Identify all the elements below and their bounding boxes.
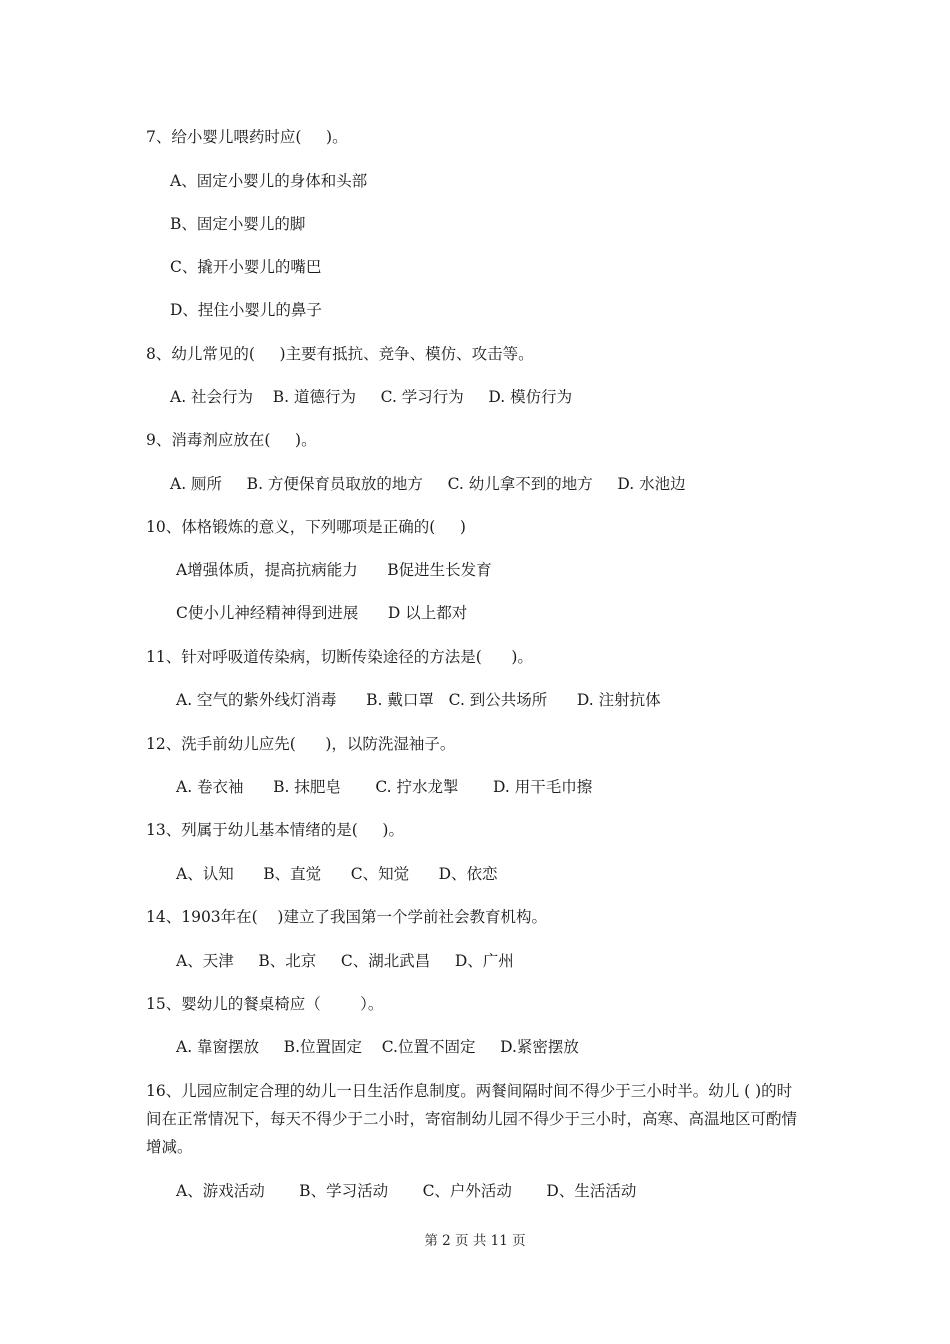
page-footer: 第 2 页 共 11 页 (424, 1233, 526, 1249)
question-12: 12、洗手前幼儿应先( )，以防洗湿袖子。 (146, 735, 456, 753)
options-14: A、天津 B、北京 C、湖北武昌 D、广州 (176, 952, 514, 970)
question-14: 14、1903年在( )建立了我国第一个学前社会教育机构。 (146, 908, 547, 926)
options-13: A、认知 B、直觉 C、知觉 D、依恋 (176, 865, 498, 883)
option-7b: B、固定小婴儿的脚 (170, 215, 306, 233)
option-7a: A、固定小婴儿的身体和头部 (170, 172, 368, 190)
options-10-line1: A增强体质，提高抗病能力 B促进生长发育 (176, 561, 492, 579)
options-9: A. 厕所 B. 方便保育员取放的地方 C. 幼儿拿不到的地方 D. 水池边 (170, 475, 686, 493)
question-13: 13、列属于幼儿基本情绪的是( )。 (146, 821, 404, 839)
option-7c: C、撬开小婴儿的嘴巴 (170, 258, 322, 276)
question-15: 15、婴幼儿的餐桌椅应（ ）。 (146, 995, 384, 1013)
options-15: A. 靠窗摆放 B.位置固定 C.位置不固定 D.紧密摆放 (176, 1038, 579, 1056)
options-8: A. 社会行为 B. 道德行为 C. 学习行为 D. 模仿行为 (170, 388, 573, 406)
options-10-line2: C使小儿神经精神得到进展 D 以上都对 (176, 604, 468, 622)
question-11: 11、针对呼吸道传染病，切断传染途径的方法是( )。 (146, 648, 533, 666)
options-12: A. 卷衣袖 B. 抹肥皂 C. 拧水龙掣 D. 用干毛巾擦 (176, 778, 593, 796)
option-7d: D、捏住小婴儿的鼻子 (170, 301, 322, 319)
question-7: 7、给小婴儿喂药时应( )。 (146, 128, 348, 146)
options-11: A. 空气的紫外线灯消毒 B. 戴口罩 C. 到公共场所 D. 注射抗体 (176, 691, 661, 709)
question-8: 8、幼儿常见的( )主要有抵抗、竞争、模仿、攻击等。 (146, 345, 534, 363)
question-16: 16、儿园应制定合理的幼儿一日生活作息制度。两餐间隔时间不得少于三小时半。幼儿 ( )的时间在正常情况下，每天不得少于二小时，寄宿制幼儿园不得少于三小时，高寒、高温地区可酌情增减。 (146, 1082, 798, 1156)
question-10: 10、体格锻炼的意义，下列哪项是正确的( ) (146, 518, 466, 536)
options-16: A、游戏活动 B、学习活动 C、户外活动 D、生活活动 (176, 1182, 637, 1200)
question-9: 9、消毒剂应放在( )。 (146, 431, 317, 449)
